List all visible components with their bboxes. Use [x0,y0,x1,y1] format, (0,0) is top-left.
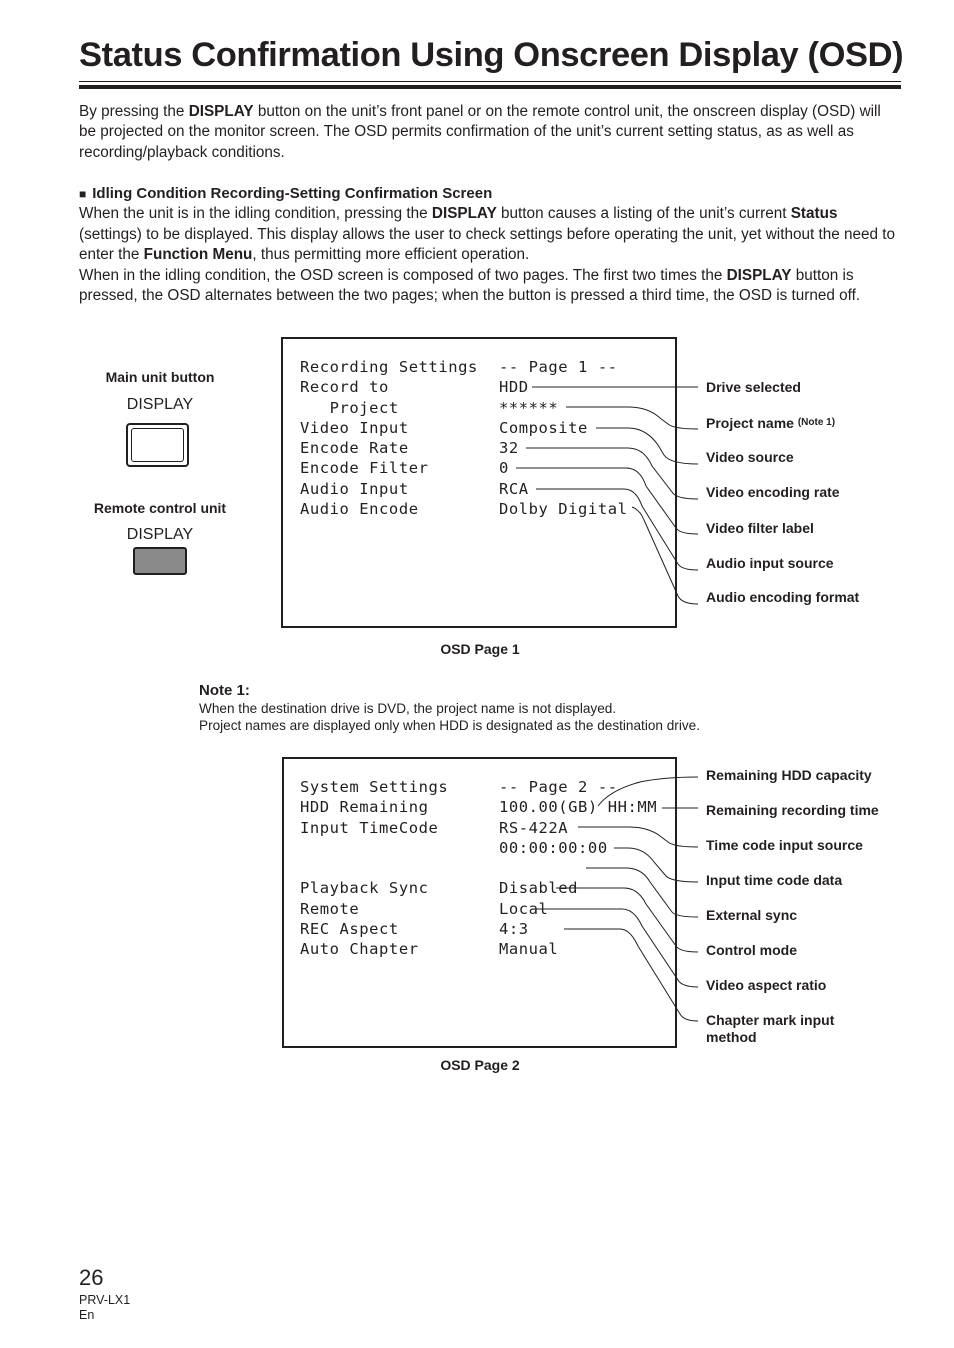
leader-filter-label [516,468,698,534]
callout-video-encoding-rate: Video encoding rate [706,484,840,500]
callout-drive-selected: Drive selected [706,379,801,395]
osd2-row: HDD Remaining 100.00(GB) HH:MM [300,798,658,817]
osd1-row: Audio Encode Dolby Digital [300,500,628,519]
callout-remaining-hdd-capacity: Remaining HDD capacity [706,767,872,783]
footer-info [79,1293,130,1323]
callout-external-sync: External sync [706,907,798,923]
osd2-row [300,858,657,878]
section-paragraph-1: When the unit is in the idling condition, pressing the DISPLAY button causes a listing of the unit’s current Status (settings) to be displayed. This display allows the user to check settings before operating the unit, yet without the need to enter the Function Menu, thus permitting more efficient operation. [79,205,896,264]
osd1-row: Recording Settings -- Page 1 -- [300,358,618,376]
osd2-row: System Settings -- Page 2 -- [300,778,618,796]
callout-video-filter-label: Video filter label [706,520,814,536]
note-line: Project names are displayed only when HDD is designated as the destination drive. [199,718,700,733]
osd-page-2-content [300,777,657,960]
bullet-icon: ■ [79,187,87,201]
osd1-row: Project ****** [300,398,559,417]
model-code: PRV-LX1 [79,1293,131,1307]
page-number: 26 [79,1265,104,1290]
callout-video-aspect-ratio: Video aspect ratio [706,977,827,993]
osd-page-2-caption: OSD Page 2 [440,1057,520,1073]
main-unit-button-label: Main unit button [105,369,215,385]
osd-page-1-caption: OSD Page 1 [440,641,520,657]
callout-video-source: Video source [706,449,794,465]
callout-control-mode: Control mode [706,942,797,958]
note-line: When the destination drive is DVD, the project name is not displayed. [199,701,617,716]
osd1-row: Encode Rate 32 [300,439,519,458]
callout-audio-encoding-format: Audio encoding format [706,589,860,605]
callout-project-name: Project name $^{(Note 1)}$ [706,415,836,431]
osd1-row: Audio Input RCA [300,479,529,498]
note-ref: (Note 1) [797,417,836,428]
osd2-row: Auto Chapter Manual [300,940,559,959]
page-title: Status Confirmation Using Onscreen Display (OSD) [79,36,904,74]
section-heading: ■ Idling Condition Recording-Setting Confirmation Screen [79,185,493,202]
section-paragraph-2: When in the idling condition, the OSD screen is composed of two pages. The first two times the DISPLAY button is pressed, the OSD alternates between the two pages; when the button is pressed a third time, the OSD is turned off. [79,266,861,305]
osd2-row: Remote Local [300,899,549,918]
leader-encoding-rate [526,448,698,499]
callout-time-code-input-source: Time code input source [706,837,863,853]
osd2-row: Playback Sync Disabled [300,879,579,898]
callout-input-time-code-data: Input time code data [706,872,843,888]
callout-remaining-recording-time: Remaining recording time [706,802,879,818]
leader-project-name [566,407,698,429]
osd2-row: 00:00:00:00 [499,838,608,857]
callout-chapter-mark-input-method: Chapter mark input method [706,1012,835,1045]
leader-video-source [596,428,698,464]
note-body [199,700,700,734]
osd2-row: REC Aspect 4:3 [300,920,529,939]
osd2-row: Input TimeCode RS-422A [300,818,569,837]
osd1-row: Video Input Composite [300,418,588,437]
leader-audio-input [536,489,698,570]
leader-audio-format [632,507,698,604]
note-title: Note 1: [199,682,250,699]
remote-display-text: DISPLAY [126,526,194,543]
osd1-row: Encode Filter 0 [300,459,509,478]
intro-paragraph: By pressing the DISPLAY button on the unit’s front panel or on the remote control unit, the onscreen display (OSD) will be projected on the monitor screen. The OSD permits confirmation of the unit’s current setting status, as as well as recording/playback conditions. [79,103,881,161]
remote-control-label: Remote control unit [93,500,227,516]
osd1-row: Record to HDD [300,378,529,397]
language-code: En [79,1308,95,1322]
callout-audio-input-source: Audio input source [706,555,834,571]
main-display-text: DISPLAY [126,396,194,413]
